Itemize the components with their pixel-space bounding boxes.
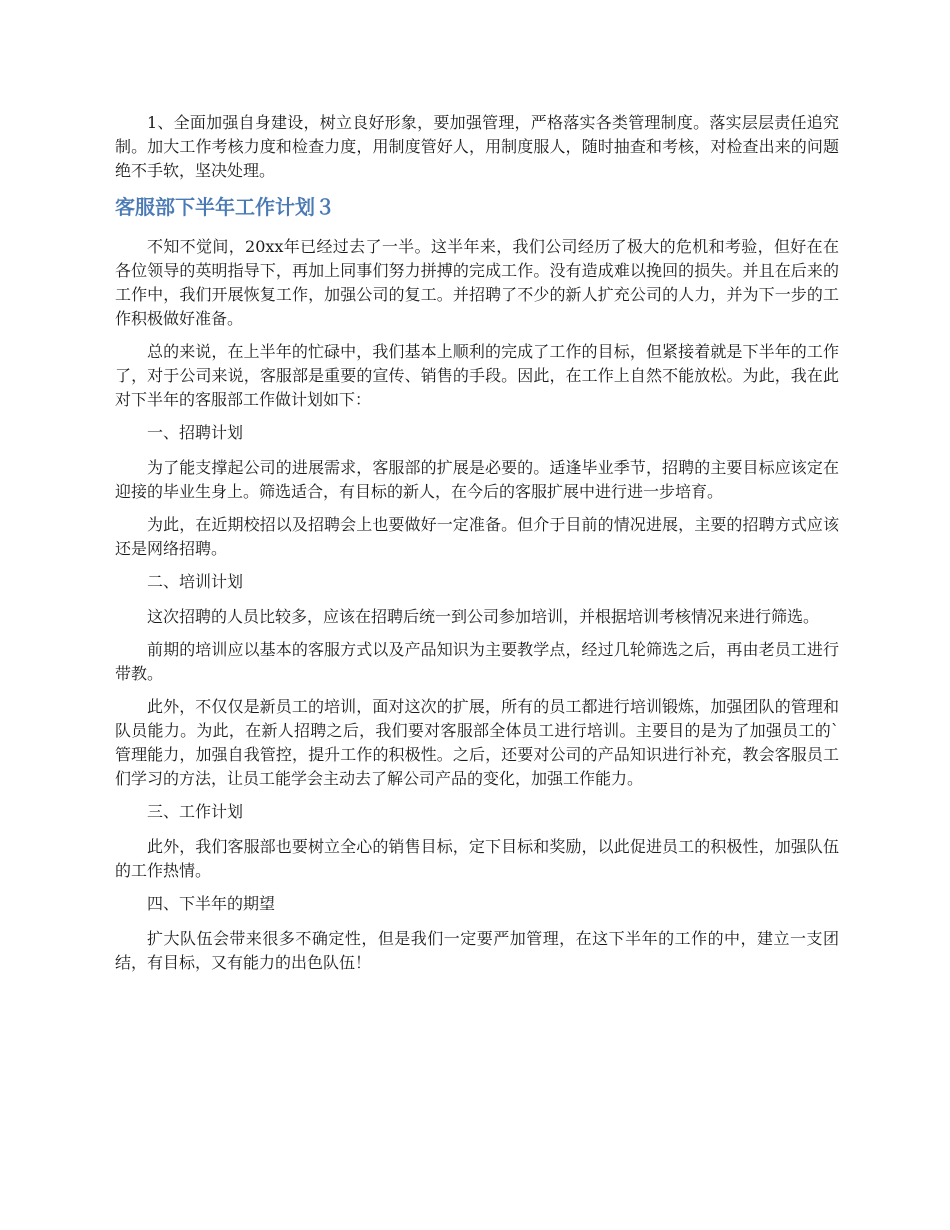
intro-paragraph: 1、全面加强自身建设，树立良好形象，要加强管理，严格落实各类管理制度。落实层层责任追究制。加大工作考核力度和检查力度，用制度管好人，用制度服人，随时抽查和考核，对检查出来的问题绝不手软，坚决处理。 bbox=[115, 113, 839, 180]
body-paragraph: 扩大队伍会带来很多不确定性，但是我们一定要严加管理，在这下半年的工作的中，建立一支团结，有目标，又有能力的出色队伍！ bbox=[115, 929, 839, 972]
body-paragraph: 为此，在近期校招以及招聘会上也要做好一定准备。但介于目前的情况进展，主要的招聘方式应该还是网络招聘。 bbox=[115, 515, 839, 558]
item-title-training: 二、培训计划 bbox=[147, 572, 244, 591]
section-heading: 客服部下半年工作计划３ bbox=[115, 195, 335, 219]
body-paragraph: 这次招聘的人员比较多，应该在招聘后统一到公司参加培训，并根据培训考核情况来进行筛选。 bbox=[147, 607, 820, 626]
body-paragraph: 前期的培训应以基本的客服方式以及产品知识为主要教学点，经过几轮筛选之后，再由老员工进行带教。 bbox=[115, 640, 839, 683]
item-title-work: 三、工作计划 bbox=[147, 802, 244, 821]
body-paragraph: 为了能支撑起公司的进展需求，客服部的扩展是必要的。适逢毕业季节，招聘的主要目标应该定在迎接的毕业生身上。筛选适合，有目标的新人，在今后的客服扩展中进行进一步培育。 bbox=[115, 458, 839, 501]
body-paragraph: 不知不觉间，20xx年已经过去了一半。这半年来，我们公司经历了极大的危机和考验，但好在在各位领导的英明指导下，再加上同事们努力拼搏的完成工作。没有造成难以挽回的损失。并且在后来的工作中，我们开展恢复工作，加强公司的复工。并招聘了不少的新人扩充公司的人力，并为下一步的工作积极做好准备。 bbox=[115, 237, 839, 328]
body-paragraph: 此外，不仅仅是新员工的培训，面对这次的扩展，所有的员工都进行培训锻炼，加强团队的管理和队员能力。为此，在新人招聘之后，我们要对客服部全体员工进行培训。主要目的是为了加强员工的`管理能力，加强自我管控，提升工作的积极性。之后，还要对公司的产品知识进行补充，教会客服员工们学习的方法，让员工能学会主动去了解公司产品的变化，加强工作能力。 bbox=[115, 697, 839, 788]
body-paragraph: 此外，我们客服部也要树立全心的销售目标，定下目标和奖励，以此促进员工的积极性，加强队伍的工作热情。 bbox=[115, 837, 839, 880]
item-title-recruitment: 一、招聘计划 bbox=[147, 423, 244, 442]
item-title-expectation: 四、下半年的期望 bbox=[147, 894, 276, 913]
document-page bbox=[115, 111, 839, 984]
body-paragraph: 总的来说，在上半年的忙碌中，我们基本上顺利的完成了工作的目标，但紧接着就是下半年的工作了，对于公司来说，客服部是重要的宣传、销售的手段。因此，在工作上自然不能放松。为此，我在此对下半年的客服部工作做计划如下： bbox=[115, 342, 839, 409]
